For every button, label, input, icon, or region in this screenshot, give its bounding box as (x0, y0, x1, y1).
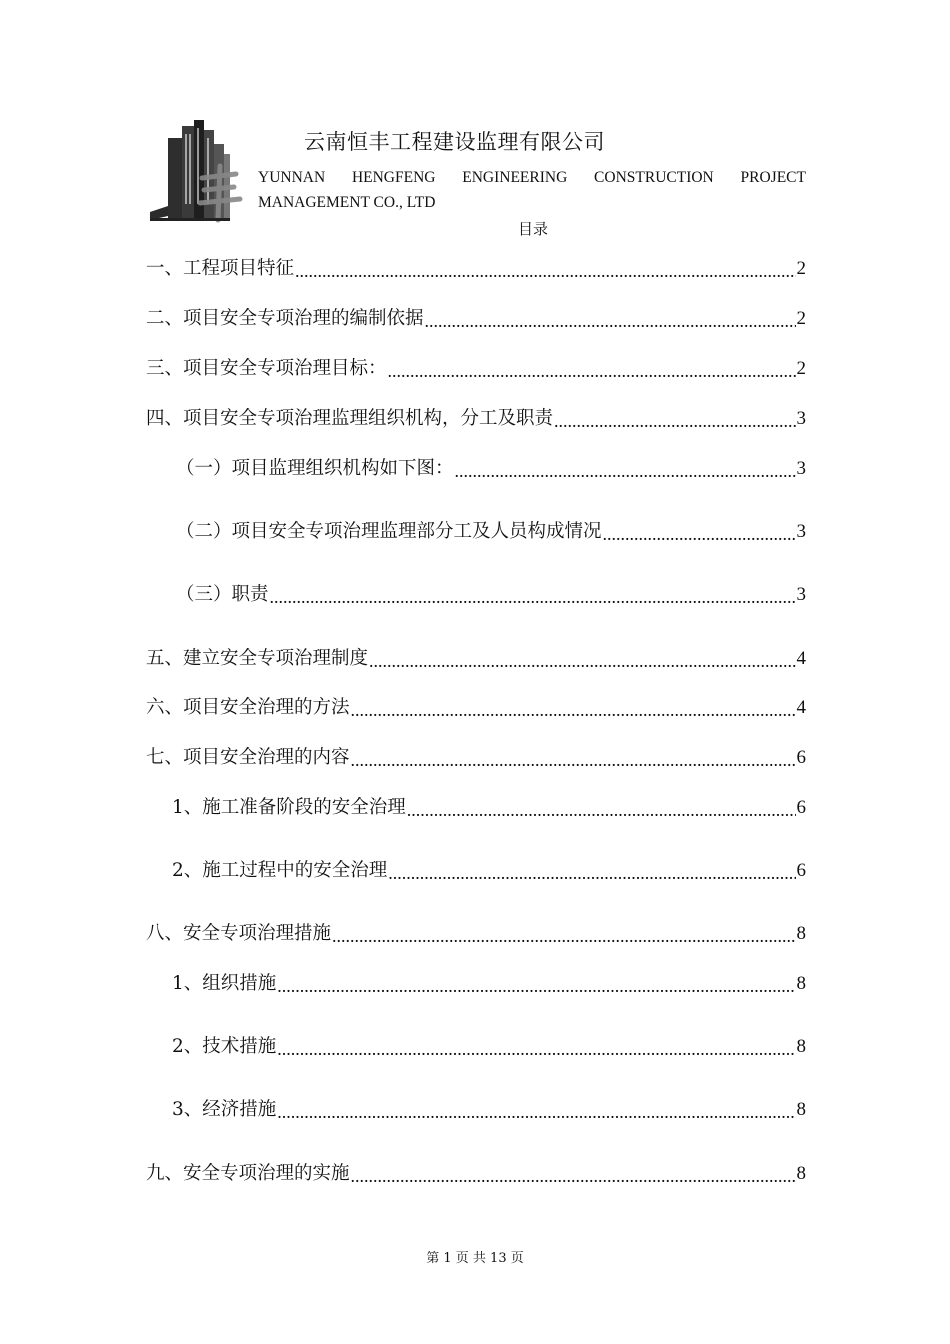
toc-entry[interactable] (176, 580, 806, 606)
toc-leader-dots (277, 1103, 795, 1121)
toc-entry-page: 8 (796, 1036, 806, 1057)
toc-entry[interactable] (172, 969, 806, 995)
toc-entry[interactable] (146, 919, 806, 945)
toc-leader-dots (277, 1040, 795, 1058)
toc-leader-dots (388, 864, 795, 882)
toc-entry-text: 二、项目安全专项治理的编制依据 (146, 308, 424, 329)
toc-entry[interactable] (172, 1032, 806, 1058)
toc-entry-page: 3 (796, 584, 806, 605)
toc-leader-dots (351, 751, 796, 769)
toc-entry-page: 6 (796, 797, 806, 818)
toc-entry-text: 3、经济措施 (172, 1099, 277, 1120)
toc-entry-text: 2、技术措施 (172, 1036, 277, 1057)
toc-entry[interactable] (146, 404, 806, 430)
toc-entry[interactable] (176, 517, 806, 543)
toc-entry-text: 1、施工准备阶段的安全治理 (172, 797, 406, 818)
toc-entry-text: 六、项目安全治理的方法 (146, 697, 350, 718)
toc-entry[interactable] (146, 304, 806, 330)
company-name-cn: 云南恒丰工程建设监理有限公司 (304, 130, 605, 154)
toc-entry-text: （二）项目安全专项治理监理部分工及人员构成情况 (176, 521, 602, 542)
toc-leader-dots (554, 412, 795, 430)
toc-entry-page: 2 (796, 308, 806, 329)
toc-entry-text: 2、施工过程中的安全治理 (172, 860, 388, 881)
toc-entry[interactable] (146, 354, 806, 380)
toc-leader-dots (270, 588, 796, 606)
toc-entry-page: 8 (796, 973, 806, 994)
toc-entry-page: 4 (796, 697, 806, 718)
toc-leader-dots (295, 262, 795, 280)
toc-leader-dots (332, 927, 795, 945)
toc-entry[interactable] (146, 254, 806, 280)
toc-entry-page: 3 (796, 458, 806, 479)
toc-entry-text: 七、项目安全治理的内容 (146, 747, 350, 768)
toc-entry-text: 九、安全专项治理的实施 (146, 1163, 350, 1184)
toc-title: 目录 (517, 220, 548, 238)
page-footer: 第 1 页 共 13 页 (426, 1251, 524, 1266)
hengfeng-building-logo-icon (146, 116, 246, 224)
toc-entry-page: 4 (796, 648, 806, 669)
toc-leader-dots (369, 652, 795, 670)
toc-leader-dots (603, 525, 796, 543)
toc-entry-text: （一）项目监理组织机构如下图： (176, 458, 454, 479)
toc-entry-text: 四、项目安全专项治理监理组织机构，分工及职责 (146, 408, 554, 429)
toc-leader-dots (351, 701, 796, 719)
toc-entry[interactable] (146, 693, 806, 719)
toc-entry-page: 2 (796, 358, 806, 379)
toc-leader-dots (388, 362, 796, 380)
toc-entry-page: 3 (796, 408, 806, 429)
toc-entry-page: 6 (796, 860, 806, 881)
toc-entry-page: 2 (796, 258, 806, 279)
toc-leader-dots (425, 312, 796, 330)
toc-entry-page: 8 (796, 1163, 806, 1184)
toc-leader-dots (351, 1167, 796, 1185)
toc-entry[interactable] (172, 793, 806, 819)
toc-entry[interactable] (146, 644, 806, 670)
toc-entry-text: 一、工程项目特征 (146, 258, 295, 279)
toc-entry[interactable] (172, 856, 806, 882)
toc-entry[interactable] (146, 743, 806, 769)
toc-entry[interactable] (146, 1159, 806, 1185)
toc-entry[interactable] (172, 1095, 806, 1121)
toc-entry-text: 1、组织措施 (172, 973, 277, 994)
toc-leader-dots (277, 977, 795, 995)
toc-entry[interactable] (176, 454, 806, 480)
toc-entry-text: 八、安全专项治理措施 (146, 923, 332, 944)
toc-leader-dots (455, 462, 796, 480)
toc-entry-text: （三）职责 (176, 584, 269, 605)
toc-leader-dots (407, 801, 796, 819)
toc-entry-text: 三、项目安全专项治理目标： (146, 358, 387, 379)
toc-entry-text: 五、建立安全专项治理制度 (146, 648, 369, 669)
toc-entry-page: 8 (796, 1099, 806, 1120)
toc-entry-page: 3 (796, 521, 806, 542)
company-name-en: YUNNAN HENGFENG ENGINEERING CONSTRUCTION PROJECT MANAGEMENT CO., LTD (258, 169, 806, 211)
toc-entry-page: 8 (796, 923, 806, 944)
toc-entry-page: 6 (796, 747, 806, 768)
